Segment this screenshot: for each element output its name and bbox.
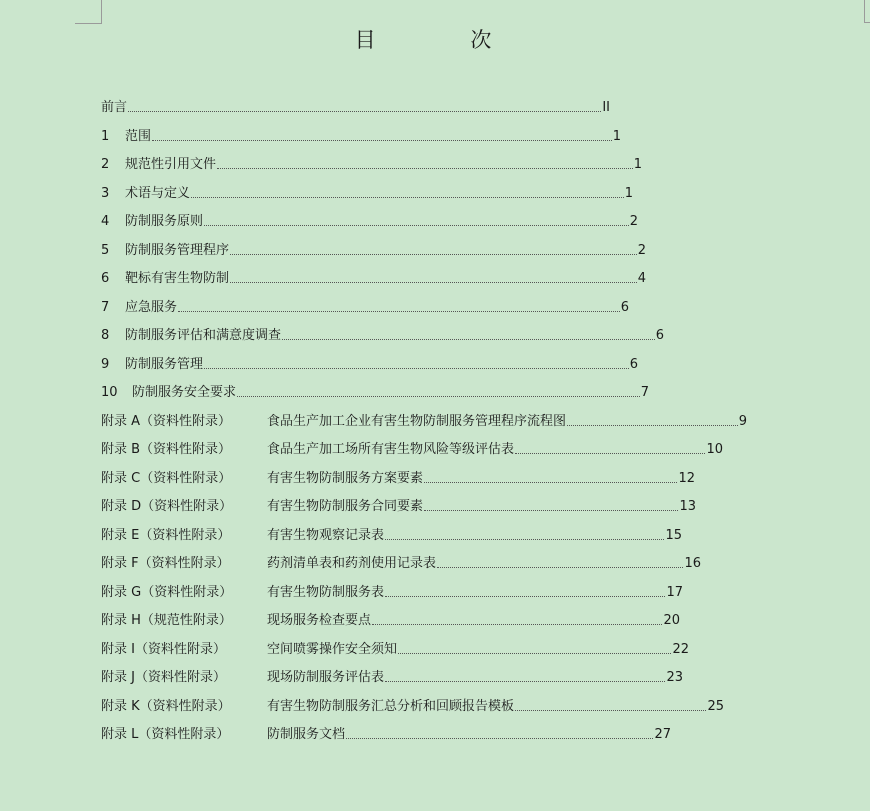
toc-entry[interactable] (101, 406, 747, 430)
toc-dot-leader (437, 566, 683, 568)
toc-entry-appendix-prefix: 附录 L（资料性附录） (101, 727, 230, 742)
toc-entry[interactable] (101, 577, 683, 601)
crop-mark-top-right-vertical (864, 0, 865, 22)
toc-entry-appendix-prefix: 附录 H（规范性附录） (101, 613, 232, 628)
toc-entry-page-number: 4 (637, 271, 646, 286)
toc-dot-leader (191, 196, 624, 198)
toc-entry-label: 现场服务检查要点 (267, 613, 372, 628)
toc-entry[interactable] (101, 662, 683, 686)
toc-dot-leader (515, 709, 706, 711)
toc-dot-leader (204, 367, 629, 369)
toc-entry[interactable] (101, 206, 638, 230)
toc-entry-page-number: 23 (666, 670, 683, 685)
toc-entry[interactable] (101, 235, 646, 259)
toc-entry-label: 防制服务安全要求 (132, 385, 237, 400)
toc-entry-page-number: 16 (684, 556, 701, 571)
toc-entry[interactable] (101, 491, 696, 515)
toc-entry-number: 7 (101, 299, 110, 315)
toc-dot-leader (230, 281, 637, 283)
toc-dot-leader (217, 167, 633, 169)
toc-entry-label: 防制服务原则 (125, 214, 204, 229)
toc-entry-label: 防制服务管理程序 (125, 242, 230, 258)
toc-dot-leader (372, 623, 662, 625)
toc-entry-appendix-prefix: 附录 A（资料性附录） (101, 413, 232, 429)
toc-entry-page-number: 12 (678, 470, 695, 486)
toc-entry-appendix-prefix: 附录 F（资料性附录） (101, 556, 230, 571)
toc-entry-appendix-prefix: 附录 I（资料性附录） (101, 641, 226, 657)
toc-entry-number: 2 (101, 157, 110, 172)
toc-dot-leader (346, 737, 653, 739)
toc-entry-page-number: 2 (629, 214, 638, 229)
toc-title: 目 次 (354, 28, 536, 52)
toc-entry-page-number: 7 (640, 385, 649, 400)
toc-entry-number: 5 (101, 242, 110, 258)
toc-entry-label: 有害生物观察记录表 (267, 527, 385, 543)
toc-entry-appendix-prefix: 附录 E（资料性附录） (101, 527, 231, 543)
toc-entry-page-number: 15 (665, 527, 682, 543)
toc-entry-page-number: 1 (633, 157, 642, 172)
toc-entry[interactable] (101, 263, 646, 287)
toc-entry-number: 8 (101, 328, 110, 343)
toc-entry-page-number: 9 (738, 413, 747, 429)
toc-entry-appendix-prefix: 附录 D（资料性附录） (101, 499, 233, 514)
toc-entry-page-number: 6 (655, 328, 664, 343)
toc-dot-leader (178, 310, 620, 312)
toc-entry-label: 药剂清单表和药剂使用记录表 (267, 556, 437, 571)
toc-entry-label: 应急服务 (125, 299, 178, 315)
toc-entry-number: 6 (101, 271, 110, 286)
toc-entry[interactable] (101, 520, 682, 544)
toc-entry-appendix-prefix: 附录 J（资料性附录） (101, 670, 226, 685)
toc-entry-label: 食品生产加工场所有害生物风险等级评估表 (267, 442, 515, 457)
toc-entry-number: 4 (101, 214, 110, 229)
toc-entry-label: 食品生产加工企业有害生物防制服务管理程序流程图 (267, 413, 567, 429)
toc-entry-label: 防制服务管理 (125, 356, 204, 372)
toc-entry-page-number: 6 (620, 299, 629, 315)
toc-entry-page-number: 2 (637, 242, 646, 258)
toc-entry[interactable] (101, 719, 671, 743)
toc-entry-number: 9 (101, 356, 110, 372)
toc-entry-page-number: 1 (612, 128, 621, 144)
crop-mark-top-right-horizontal (864, 22, 870, 23)
toc-entry-page-number: 1 (624, 185, 633, 201)
toc-dot-leader (385, 595, 665, 597)
toc-dot-leader (152, 139, 612, 141)
toc-entry-page-number: 10 (706, 442, 723, 457)
toc-entry-label: 规范性引用文件 (125, 157, 217, 172)
toc-entry-page-number: 20 (663, 613, 680, 628)
toc-entry-label: 现场防制服务评估表 (267, 670, 385, 685)
toc-entry[interactable] (101, 92, 610, 116)
toc-entry[interactable] (101, 691, 724, 715)
toc-entry[interactable] (101, 320, 664, 344)
toc-dot-leader (282, 338, 655, 340)
toc-entry-label: 防制服务评估和满意度调查 (125, 328, 282, 343)
crop-mark-top-left-vertical (101, 0, 102, 24)
toc-entry[interactable] (101, 434, 723, 458)
toc-entry-label: 空间喷雾操作安全须知 (267, 641, 398, 657)
toc-entry-label: 有害生物防制服务表 (267, 584, 385, 600)
toc-entry-page-number: 22 (672, 641, 689, 657)
toc-entry-number: 10 (101, 385, 118, 400)
toc-entry-appendix-prefix: 附录 G（资料性附录） (101, 584, 233, 600)
toc-entry-label: 有害生物防制服务汇总分析和回顾报告模板 (267, 698, 515, 714)
toc-entry[interactable] (101, 121, 621, 145)
toc-entry-appendix-prefix: 附录 C（资料性附录） (101, 470, 232, 486)
toc-entry[interactable] (101, 149, 642, 173)
toc-entry-appendix-prefix: 附录 B（资料性附录） (101, 442, 232, 457)
toc-entry[interactable] (101, 463, 695, 487)
toc-dot-leader (398, 652, 671, 654)
toc-entry[interactable] (101, 178, 633, 202)
toc-entry-number: 1 (101, 128, 110, 144)
toc-entry-label: 有害生物防制服务合同要素 (267, 499, 424, 514)
toc-dot-leader (237, 395, 640, 397)
toc-entry[interactable] (101, 634, 689, 658)
toc-entry[interactable] (101, 605, 680, 629)
toc-dot-leader (567, 424, 738, 426)
toc-entry-page-number: 27 (654, 727, 671, 742)
toc-entry[interactable] (101, 548, 701, 572)
toc-entry[interactable] (101, 349, 638, 373)
toc-entry-appendix-prefix: 附录 K（资料性附录） (101, 698, 231, 714)
toc-dot-leader (230, 253, 637, 255)
toc-dot-leader (385, 538, 664, 540)
toc-entry-page-number: 13 (679, 499, 696, 514)
toc-entry-label: 前言 (101, 100, 128, 115)
toc-dot-leader (424, 509, 678, 511)
toc-entry-number: 3 (101, 185, 110, 201)
toc-entry[interactable] (101, 377, 649, 401)
toc-dot-leader (424, 481, 677, 483)
toc-dot-leader (515, 452, 705, 454)
toc-entry-page-number: 17 (666, 584, 683, 600)
toc-entry-label: 靶标有害生物防制 (125, 271, 230, 286)
toc-entry-label: 术语与定义 (125, 185, 191, 201)
toc-entry[interactable] (101, 292, 629, 316)
toc-entry-page-number: 6 (629, 356, 638, 372)
toc-entry-page-number: II (602, 100, 610, 115)
toc-entry-label: 防制服务文档 (267, 727, 346, 742)
toc-dot-leader (128, 110, 601, 112)
toc-entry-label: 有害生物防制服务方案要素 (267, 470, 424, 486)
toc-entry-label: 范围 (125, 128, 152, 144)
toc-entry-page-number: 25 (707, 698, 724, 714)
toc-dot-leader (204, 224, 629, 226)
toc-dot-leader (385, 680, 665, 682)
